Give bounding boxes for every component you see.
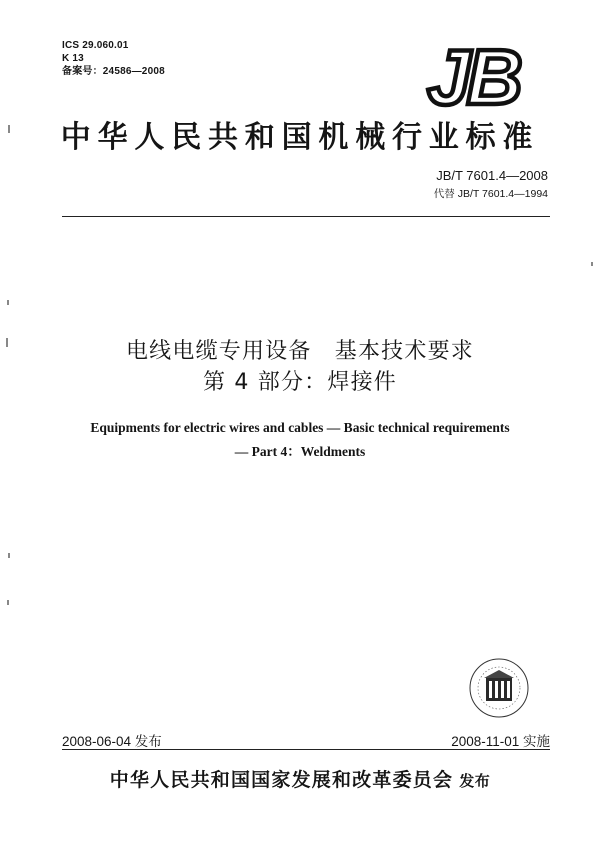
divider-top	[62, 216, 550, 217]
standard-title: 中华人民共和国机械行业标准	[60, 120, 540, 155]
issuer-name: 中华人民共和国国家发展和改革委员会	[109, 769, 454, 791]
english-title-line2: — Part 4：Weldments	[234, 444, 366, 459]
ics-code: ICS 29.060.01	[62, 40, 129, 51]
scan-mark	[8, 553, 10, 558]
scan-mark	[7, 600, 9, 605]
issue-date: 2008-06-04 发布	[62, 734, 162, 749]
publisher-seal-icon	[468, 657, 530, 719]
logo-text: JB	[427, 38, 519, 110]
scan-mark	[7, 300, 9, 305]
english-title-line1: Equipments for electric wires and cables — Basic technical requirements	[90, 420, 510, 435]
standard-number: JB/T 7601.4—2008	[436, 168, 548, 183]
issuing-authority	[0, 765, 600, 792]
category-code: K 13	[62, 53, 84, 64]
chinese-title-line1: 电线电缆专用设备 基本技术要求	[125, 339, 474, 364]
issuer-suffix: 发布	[459, 772, 491, 790]
scan-mark	[591, 262, 593, 266]
chinese-title-line2: 第 4 部分：焊接件	[203, 370, 397, 395]
replaces-note: 代替 JB/T 7601.4—1994	[433, 188, 548, 200]
scan-mark	[8, 125, 10, 133]
effective-date: 2008-11-01 实施	[451, 734, 550, 749]
scan-mark	[6, 338, 8, 347]
divider-bottom	[62, 749, 550, 750]
jb-logo-icon	[412, 38, 534, 110]
record-number: 备案号：24586—2008	[62, 66, 165, 77]
